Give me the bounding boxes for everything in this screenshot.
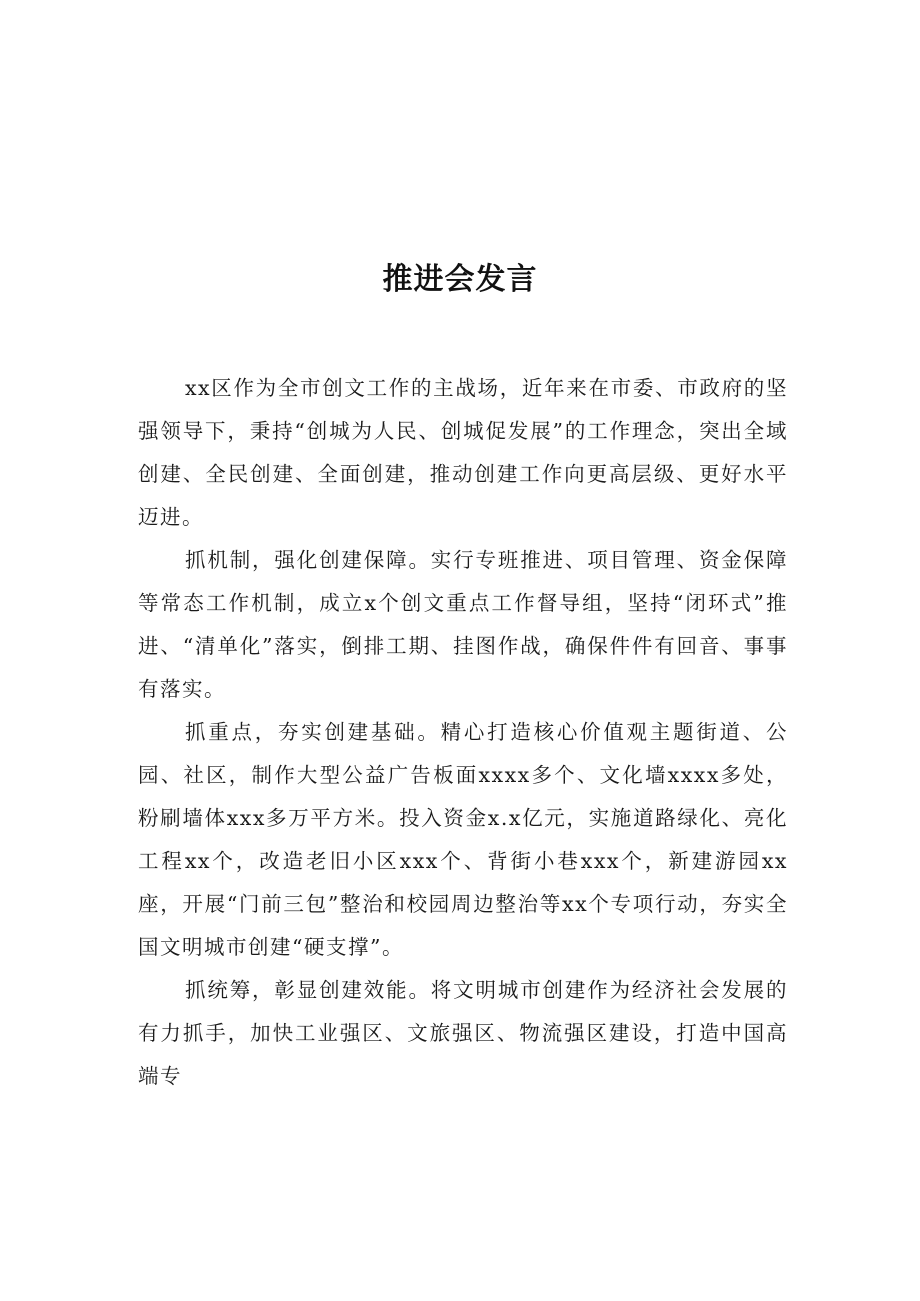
- document-body: [138, 367, 788, 1098]
- paragraph-key-points: 抓重点，夯实创建基础。精心打造核心价值观主题街道、公园、社区，制作大型公益广告板面xxxx多个、文化墙xxxx多处，粉刷墙体xxx多万平方米。投入资金x.x亿元，实施道路绿化、亮化工程xx个，改造老旧小区xxx个、背街小巷xxx个，新建游园xx座，开展“门前三包”整治和校园周边整治等xx个专项行动，夯实全国文明城市创建“硬支撑”。: [138, 720, 788, 959]
- document-title: 推进会发言: [382, 262, 538, 297]
- paragraph-mechanism: 抓机制，强化创建保障。实行专班推进、项目管理、资金保障等常态工作机制，成立x个创文重点工作督导组，坚持“闭环式”推进、“清单化”落实，倒排工期、挂图作战，确保件件有回音、事事有落实。: [138, 548, 788, 701]
- paragraph-coordination: 抓统筹，彰显创建效能。将文明城市创建作为经济社会发展的有力抓手，加快工业强区、文旅强区、物流强区建设，打造中国高端专: [138, 978, 788, 1088]
- paragraph-intro: xx区作为全市创文工作的主战场，近年来在市委、市政府的坚强领导下，秉持“创城为人民、创城促发展”的工作理念，突出全域创建、全民创建、全面创建，推动创建工作向更高层级、更好水平迈进。: [138, 376, 788, 529]
